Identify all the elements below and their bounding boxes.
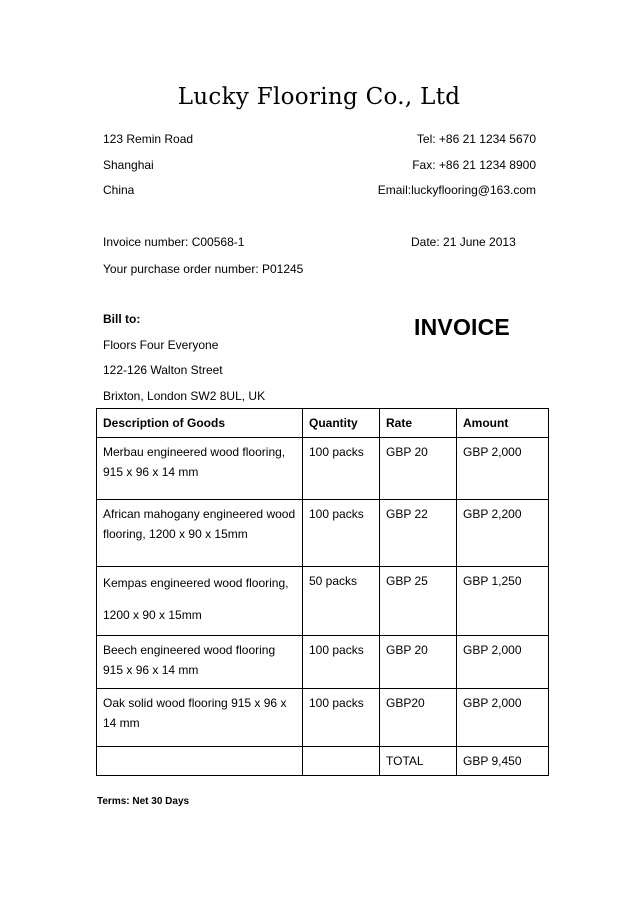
table-row	[97, 500, 549, 567]
table-row	[97, 438, 549, 500]
cell-amount: GBP 2,000	[457, 689, 549, 747]
cell-description	[97, 567, 303, 636]
company-name: Lucky Flooring Co., Ltd	[177, 84, 461, 110]
header-rate: Rate	[380, 409, 457, 438]
header-quantity: Quantity	[303, 409, 380, 438]
cell-amount: GBP 2,200	[457, 500, 549, 567]
total-value: GBP 9,450	[457, 747, 549, 776]
company-email[interactable]: Email:luckyflooring@163.com	[377, 183, 536, 197]
invoice-date: Date: 21 June 2013	[411, 235, 516, 249]
cell-quantity: 100 packs	[303, 500, 380, 567]
header-amount: Amount	[457, 409, 549, 438]
invoice-title: INVOICE	[414, 314, 510, 340]
address-line-1: 123 Remin Road	[103, 132, 194, 146]
address-line-2: Shanghai	[103, 158, 154, 172]
items-table	[96, 408, 549, 776]
cell-amount: GBP 1,250	[457, 567, 549, 636]
table-row	[97, 636, 549, 689]
cell-description: Merbau engineered wood flooring, 915 x 96 x 14 mm	[97, 438, 303, 500]
table-header-row	[97, 409, 549, 438]
table-total-row	[97, 747, 549, 776]
invoice-number: Invoice number: C00568-1	[103, 235, 245, 249]
cell-description-text: Kempas engineered wood flooring, 1200 x 90 x 15mm	[103, 576, 289, 622]
cell-description: Beech engineered wood flooring 915 x 96 x 14 mm	[97, 636, 303, 689]
header-description: Description of Goods	[97, 409, 303, 438]
cell-rate: GBP 20	[380, 438, 457, 500]
cell-description: African mahogany engineered wood flooring, 1200 x 90 x 15mm	[97, 500, 303, 567]
cell-description: Oak solid wood flooring 915 x 96 x 14 mm	[97, 689, 303, 747]
bill-to-label: Bill to:	[103, 312, 141, 326]
cell-rate: GBP20	[380, 689, 457, 747]
cell-rate: GBP 22	[380, 500, 457, 567]
cell-quantity: 100 packs	[303, 689, 380, 747]
company-tel: Tel: +86 21 1234 5670	[416, 132, 536, 146]
cell-amount: GBP 2,000	[457, 438, 549, 500]
table-row	[97, 567, 549, 636]
total-label: TOTAL	[380, 747, 457, 776]
cell-quantity: 100 packs	[303, 438, 380, 500]
purchase-order-number: Your purchase order number: P01245	[103, 262, 304, 276]
address-line-3: China	[103, 183, 135, 197]
table-row	[97, 689, 549, 747]
company-fax: Fax: +86 21 1234 8900	[412, 158, 536, 172]
payment-terms: Terms: Net 30 Days	[97, 796, 190, 807]
cell-quantity: 100 packs	[303, 636, 380, 689]
cell-empty	[97, 747, 303, 776]
cell-rate: GBP 25	[380, 567, 457, 636]
cell-rate: GBP 20	[380, 636, 457, 689]
cell-amount: GBP 2,000	[457, 636, 549, 689]
cell-empty	[303, 747, 380, 776]
bill-to-city: Brixton, London SW2 8UL, UK	[103, 389, 266, 403]
bill-to-name: Floors Four Everyone	[103, 338, 219, 352]
bill-to-street: 122-126 Walton Street	[103, 363, 223, 377]
cell-quantity: 50 packs	[303, 567, 380, 636]
